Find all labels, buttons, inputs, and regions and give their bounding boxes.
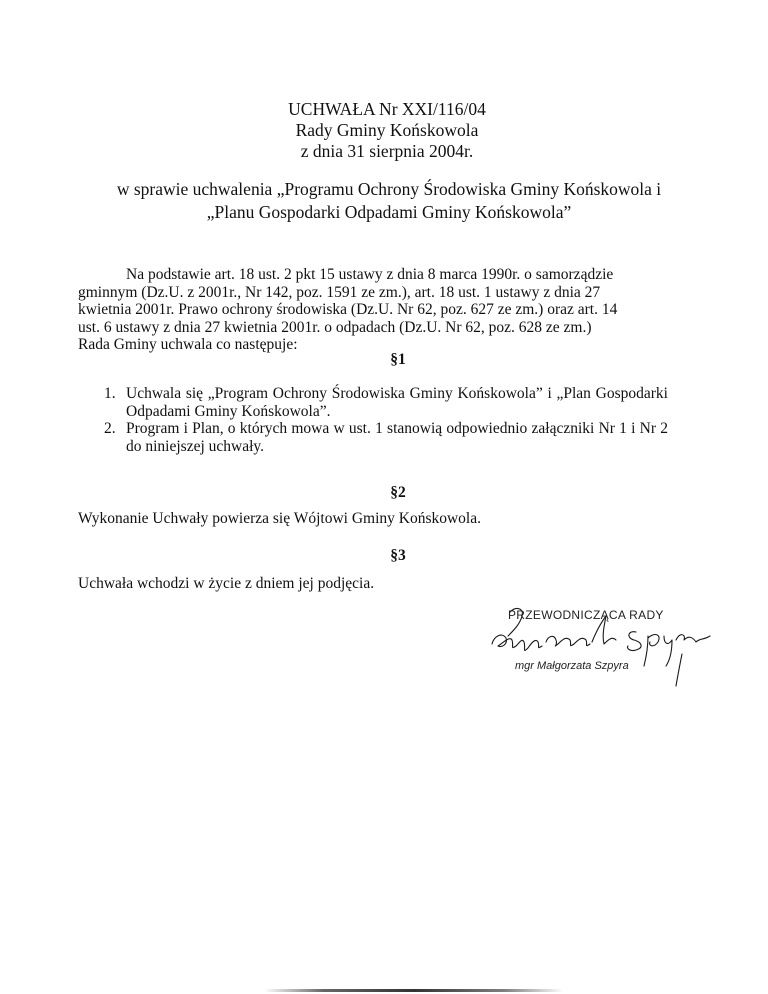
legal-basis-line: Na podstawie art. 18 ust. 2 pkt 15 ustawy z dnia 8 marca 1990r. o samorządzie xyxy=(126,266,614,283)
resolution-subject xyxy=(0,178,768,224)
section-2-mark: §2 xyxy=(390,484,406,501)
legal-basis-paragraph xyxy=(78,266,668,354)
chairperson-stamp-title: PRZEWODNICZĄCA RADY xyxy=(508,608,664,622)
section-2-text: Wykonanie Uchwały powierza się Wójtowi Gminy Końskowola. xyxy=(78,510,481,527)
scan-artifact-line xyxy=(264,989,564,992)
section-3-mark: §3 xyxy=(390,547,406,564)
section-3-text: Uchwała wchodzi w życie z dniem jej podjęcia. xyxy=(78,575,375,592)
list-item xyxy=(104,385,668,420)
signature-block xyxy=(488,602,708,688)
resolution-date: z dnia 31 sierpnia 2004r. xyxy=(300,141,474,161)
council-name: Rady Gminy Końskowola xyxy=(295,120,479,140)
section-1-list xyxy=(104,385,668,455)
subject-line-1: w sprawie uchwalenia „Programu Ochrony Środowiska Gminy Końskowola i xyxy=(116,179,662,199)
list-item-text: Program i Plan, o których mowa w ust. 1 stanowią odpowiednio załączniki Nr 1 i Nr 2 do niniejszej uchwały. xyxy=(126,420,668,455)
resolution-number: UCHWAŁA Nr XXI/116/04 xyxy=(288,99,486,119)
handwritten-signature xyxy=(488,602,718,692)
list-item-number: 2. xyxy=(104,420,116,438)
legal-basis-line: ust. 6 ustawy z dnia 27 kwietnia 2001r. o odpadach (Dz.U. Nr 62, poz. 628 ze zm.) xyxy=(78,318,592,336)
list-item-text: Uchwala się „Program Ochrony Środowiska Gminy Końskowola” i „Plan Gospodarki Odpadami Gminy Końskowola”. xyxy=(126,385,668,420)
subject-line-2: „Planu Gospodarki Odpadami Gminy Końskowola” xyxy=(206,202,572,222)
legal-basis-line: gminnym (Dz.U. z 2001r., Nr 142, poz. 1591 ze zm.), art. 18 ust. 1 ustawy z dnia 27 xyxy=(78,283,601,301)
chairperson-stamp-name: mgr Małgorzata Szpyra xyxy=(515,660,629,672)
legal-basis-line: kwietnia 2001r. Prawo ochrony środowiska (Dz.U. Nr 62, poz. 627 ze zm.) oraz art. 14 xyxy=(78,301,618,319)
list-item xyxy=(104,420,668,455)
list-item-number: 1. xyxy=(104,385,116,402)
resolution-header xyxy=(0,99,768,162)
section-1-mark: §1 xyxy=(390,351,406,368)
legal-basis-line: Rada Gminy uchwala co następuje: xyxy=(78,336,298,354)
